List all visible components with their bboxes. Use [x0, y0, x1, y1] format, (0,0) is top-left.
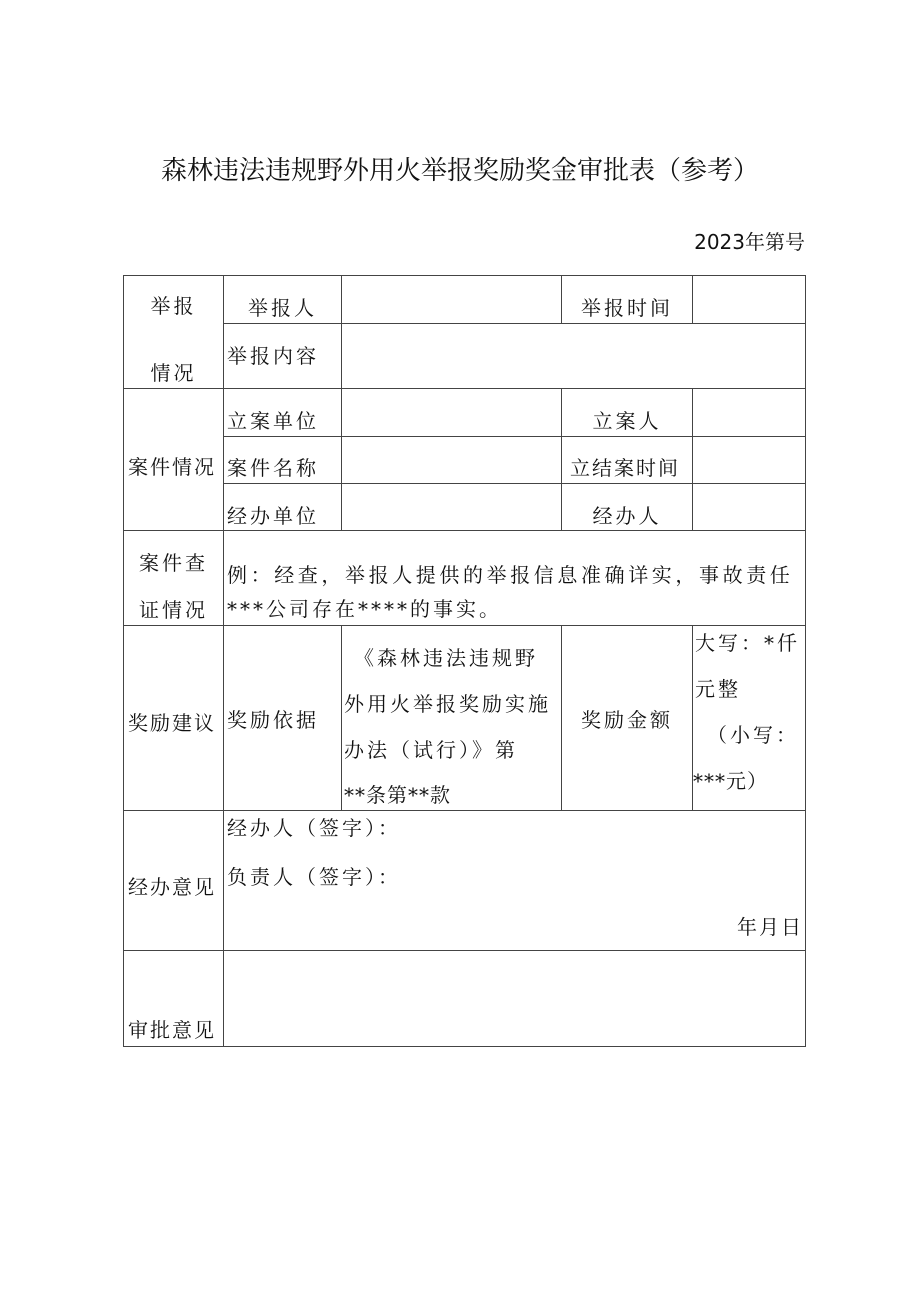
handling-unit-field[interactable] [341, 483, 562, 531]
handling-opinion-label: 经办意见 [128, 875, 216, 899]
filing-closing-time-field[interactable] [692, 436, 806, 484]
reward-basis-text: 办法（试行）》第 [344, 738, 518, 762]
reward-amount-text: 元整 [695, 677, 741, 701]
report-time-field[interactable] [692, 275, 806, 324]
case-section-label: 案件情况 [128, 455, 216, 479]
handler-label-cell [561, 483, 693, 531]
filing-unit-field[interactable] [341, 388, 562, 437]
report-time-label-cell [561, 275, 693, 324]
reward-section-cell [123, 625, 224, 811]
report-section-label: 情况 [150, 361, 197, 385]
reporter-label: 举报人 [248, 296, 317, 320]
reporter-field[interactable] [341, 275, 562, 324]
reward-amount-label: 奖励金额 [581, 708, 673, 732]
reward-amount-text: （小写： [707, 723, 799, 747]
approval-opinion-label: 审批意见 [128, 1018, 216, 1042]
report-content-label: 举报内容 [227, 344, 319, 368]
reward-basis-text: **条第**款 [344, 783, 451, 807]
leader-signature-label: 负责人（签字）： [227, 865, 401, 889]
date-label: 年月日 [737, 915, 803, 939]
reward-basis-cell[interactable] [341, 625, 562, 811]
reward-amount-text: 大写：*仟 [695, 631, 800, 655]
handler-signature-label: 经办人（签字）： [227, 816, 401, 840]
filer-label: 立案人 [592, 409, 662, 433]
handler-field[interactable] [692, 483, 806, 531]
report-content-label-cell [223, 323, 342, 389]
case-section-cell [123, 388, 224, 531]
filing-unit-label: 立案单位 [227, 409, 319, 433]
verification-text-cell[interactable] [223, 530, 806, 626]
report-content-field[interactable] [341, 323, 806, 389]
case-name-field[interactable] [341, 436, 562, 484]
verification-section-label: 案件查 [139, 551, 208, 575]
reward-basis-text: 外用火举报奖励实施 [344, 692, 551, 716]
report-section-cell [123, 275, 224, 389]
verification-section-label: 证情况 [139, 598, 208, 622]
verification-text: 例：经查，举报人提供的举报信息准确详实，事故责任 [227, 563, 794, 587]
filing-closing-time-label: 立结案时间 [570, 456, 680, 480]
verification-text: ***公司存在****的事实。 [227, 597, 502, 621]
reward-section-label: 奖励建议 [128, 711, 216, 735]
filer-field[interactable] [692, 388, 806, 437]
filer-label-cell [561, 388, 693, 437]
report-section-label: 举报 [150, 294, 197, 318]
approval-section-cell [123, 950, 224, 1047]
reward-basis-label: 奖励依据 [227, 708, 319, 732]
verification-section-cell [123, 530, 224, 626]
approval-opinion-field[interactable] [223, 950, 806, 1047]
reward-amount-cell[interactable] [692, 625, 806, 811]
reward-amount-text: ***元） [693, 769, 768, 793]
filing-closing-time-label-cell [561, 436, 693, 484]
document-number: 2023年第号 [694, 230, 805, 254]
handler-label: 经办人 [592, 504, 662, 528]
reward-amount-label-cell [561, 625, 693, 811]
filing-unit-label-cell [223, 388, 342, 437]
reward-basis-label-cell [223, 625, 342, 811]
case-name-label: 案件名称 [227, 456, 319, 480]
report-time-label: 举报时间 [581, 296, 673, 320]
handling-unit-label: 经办单位 [227, 504, 319, 528]
reward-basis-text: 《森林违法违规野 [354, 646, 538, 670]
page-title: 森林违法违规野外用火举报奖励奖金审批表（参考） [160, 156, 759, 186]
handling-opinion-cell[interactable] [223, 810, 806, 951]
handling-opinion-section-cell [123, 810, 224, 951]
case-name-label-cell [223, 436, 342, 484]
handling-unit-label-cell [223, 483, 342, 531]
reporter-label-cell [223, 275, 342, 324]
